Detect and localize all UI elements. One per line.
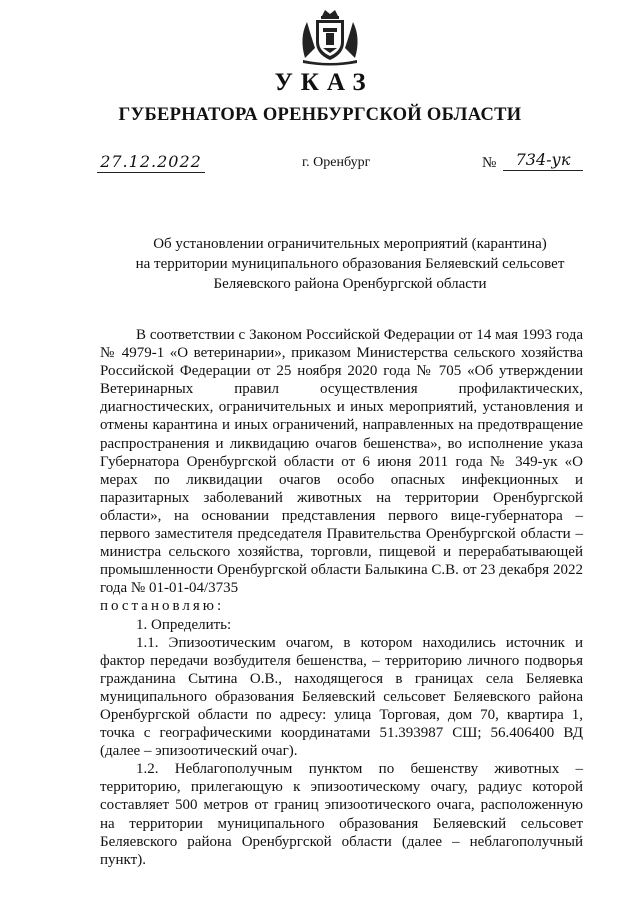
document-city: г. Оренбург	[302, 155, 371, 170]
document-heading	[120, 234, 580, 294]
item-1: 1. Определить:	[136, 616, 232, 633]
heading-line-3: Беляевского района Оренбургской области	[213, 276, 487, 292]
item-1-1: 1.1. Эпизоотическим очагом, в котором находились источник и фактор передачи возбудителя бешенства, – территорию личного подворья гражданина Сытина О.В., находящегося в границах села Беляевка муниципального образования Беляевский сельсовет Беляевского района Оренбургской области по адресу: улица Торговая, дом 70, квартира 1, точка с географическими координатами 51.393987 СШ; 56.406400 ВД (далее – эпизоотический очаг).	[100, 634, 583, 760]
document-number: 734-ук	[503, 150, 583, 171]
coat-of-arms-icon	[297, 8, 363, 66]
decree-word: постановляю:	[100, 598, 225, 615]
document-body	[100, 326, 583, 869]
intro-paragraph: В соответствии с Законом Российской Федерации от 14 мая 1993 года № 4979-1 «О ветеринарии», приказом Министерства сельского хозяйства Российской Федерации от 25 ноября 2020 года № 705 «Об утверждении Ветеринарных правил осуществления профилактических, диагностических, ограничительных и иных мероприятий, установления и отмены карантина и иных ограничений, направленных на предотвращение распространения и ликвидацию очагов бешенства», во исполнение указа Губернатора Оренбургской области от 6 июня 2011 года № 349-ук «О мерах по ликвидации очагов особо опасных инфекционных и паразитарных заболеваний животных на территории Оренбургской области», на основании представления первого вице-губернатора – первого заместителя председателя Правительства Оренбургской области – министра сельского хозяйства, торговли, пищевой и перерабатывающей промышленности Оренбургской области Балыкина С.В. от 23 декабря 2022 года № 01-01-04/3735	[100, 327, 583, 597]
document-type-title: УКАЗ	[274, 69, 374, 96]
heading-line-1: Об установлении ограничительных мероприятий (карантина)	[153, 236, 547, 252]
document-date: 27.12.2022	[97, 152, 205, 173]
issuer-subtitle: ГУБЕРНАТОРА ОРЕНБУРГСКОЙ ОБЛАСТИ	[118, 105, 522, 125]
item-1-2: 1.2. Неблагополучным пунктом по бешенству животных – территорию, прилегающую к эпизоотическому очагу, радиус которой составляет 500 метров от границ эпизоотического очага, расположенную на территории муниципального образования Беляевский сельсовет Беляевского района Оренбургской области (далее – неблагополучный пункт).	[100, 761, 583, 868]
heading-line-2: на территории муниципального образования Беляевский сельсовет	[135, 256, 565, 272]
number-label: №	[482, 155, 497, 171]
